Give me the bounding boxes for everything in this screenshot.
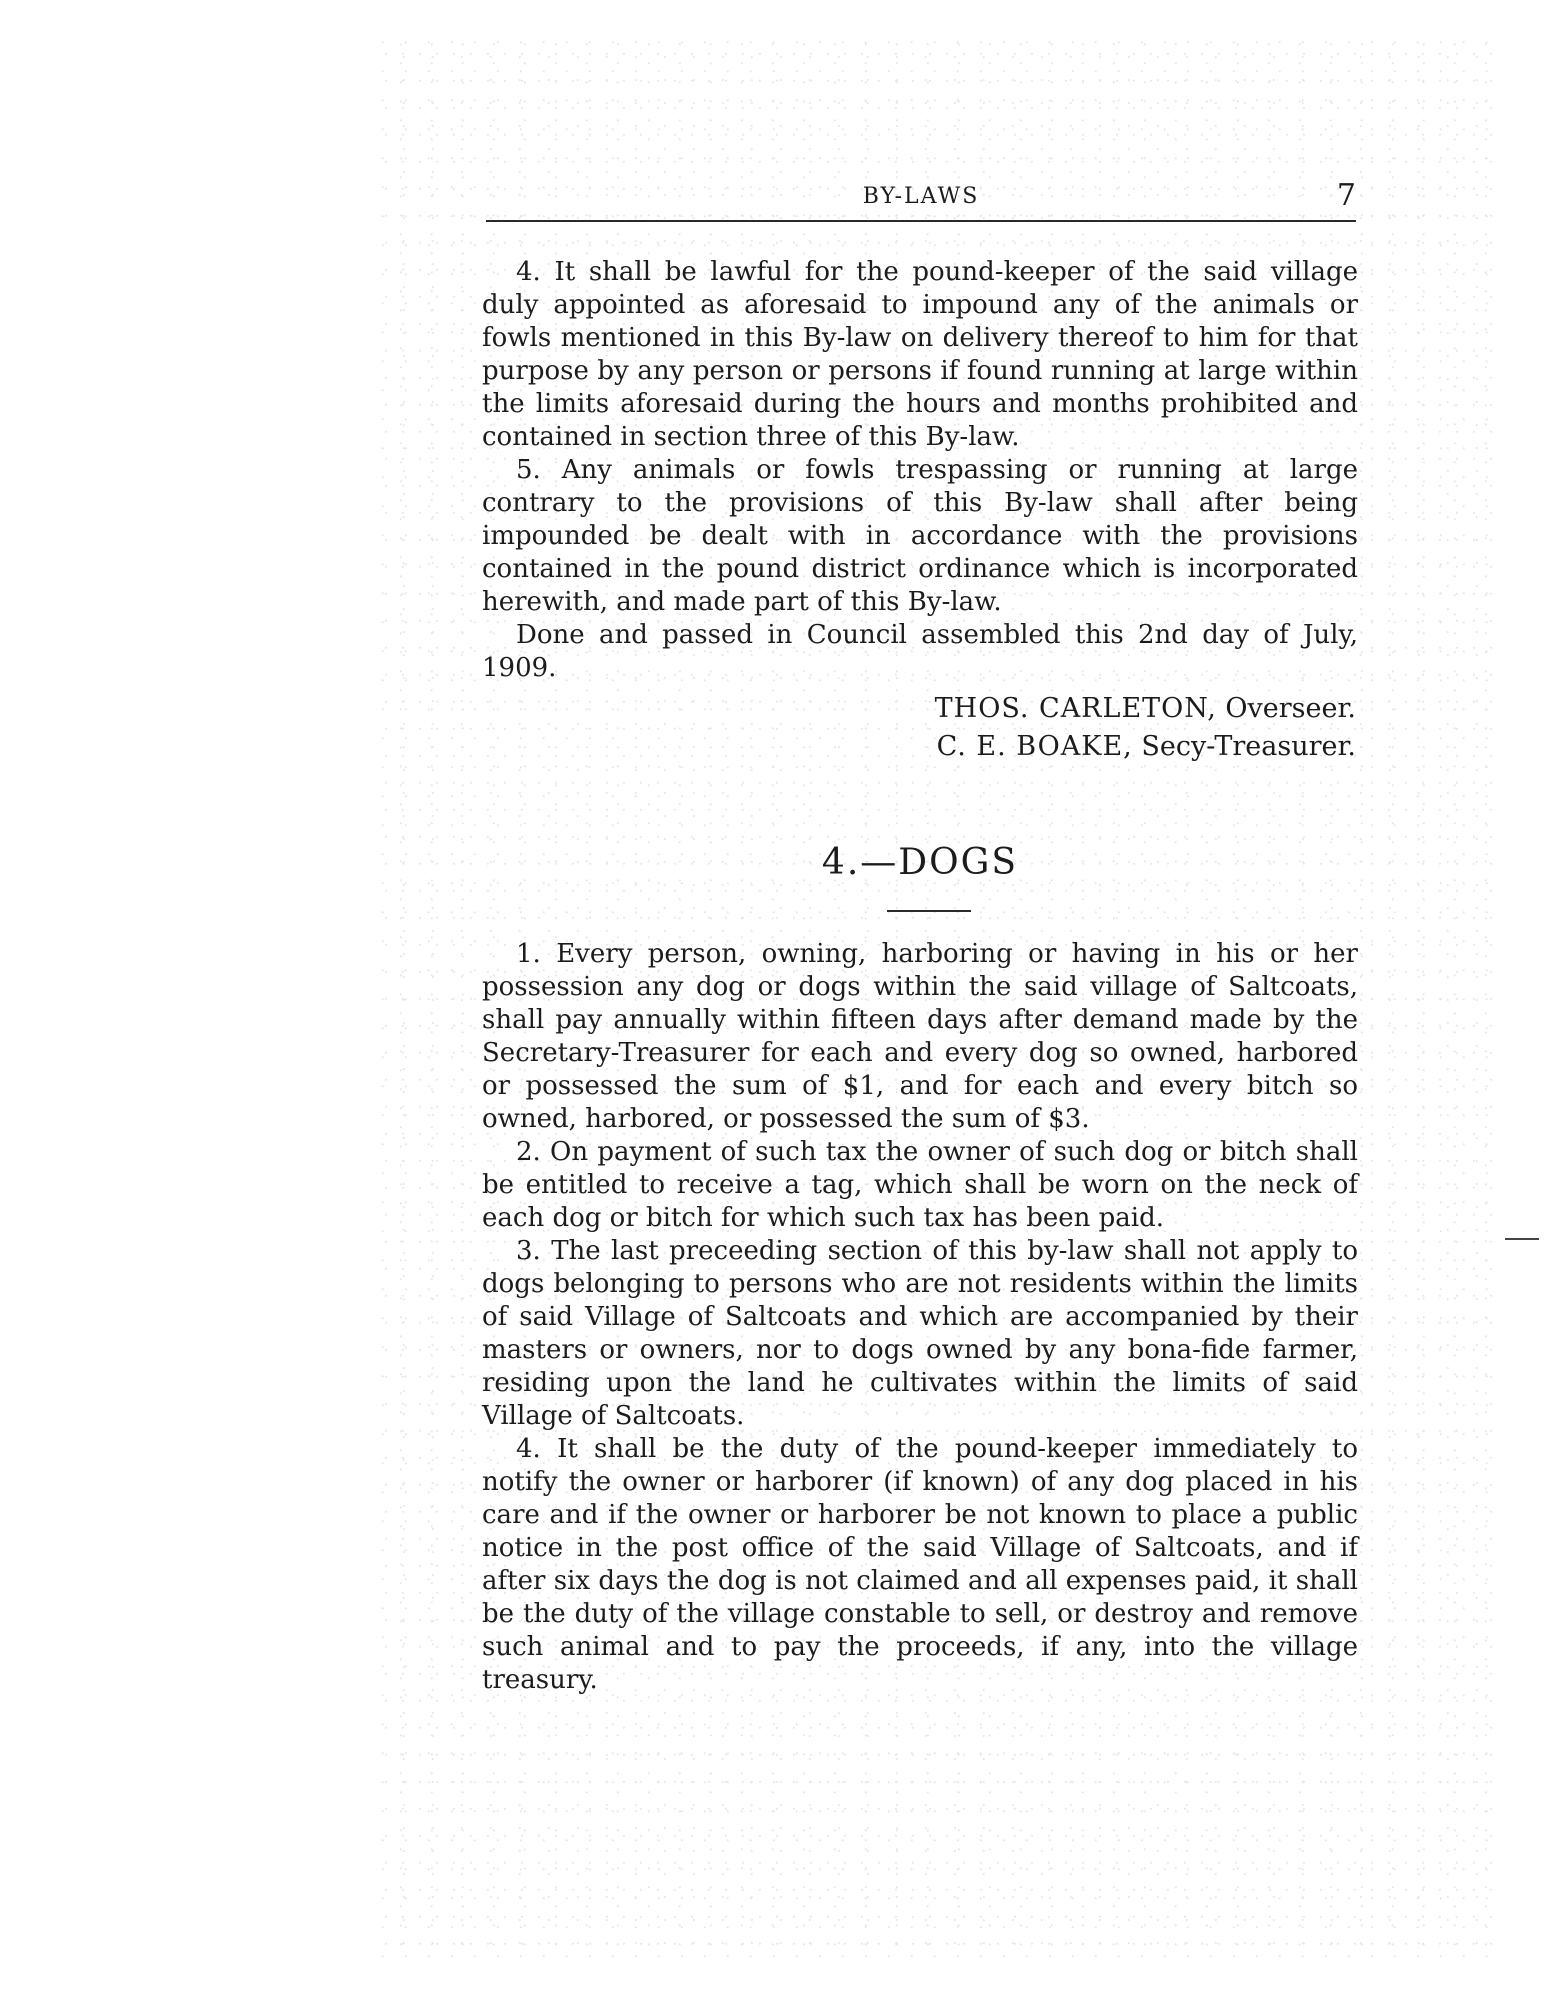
- page-number: 7: [1336, 178, 1356, 213]
- signatory-name: C. E. BOAKE,: [936, 731, 1133, 762]
- signature-overseer: [482, 690, 1358, 728]
- header-rule: [486, 220, 1356, 222]
- signatory-title: Overseer.: [1225, 693, 1356, 724]
- dogs-section-3-paragraph: 3. The last preceeding section of this by-law shall not apply to dogs belonging to persons who are not residents within the limits of said Village of Saltcoats and which are accompanied by their masters or owners, nor to dogs owned by any bona-fide farmer, residing upon the land he cultivates within the limits of said Village of Saltcoats.: [482, 1236, 1358, 1431]
- dogs-section-4-paragraph: 4. It shall be the duty of the pound-keeper immediately to notify the owner or harborer (if known) of any dog placed in his care and if the owner or harborer be not known to place a public notice in the post office of the said Village of Saltcoats, and if after six days the dog is not claimed and all expenses paid, it shall be the duty of the village constable to sell, or destroy and remove such animal and to pay the proceeds, if any, into the village treasury.: [482, 1434, 1358, 1695]
- running-head: BY-LAWS: [862, 184, 980, 209]
- section-heading-dogs: 4.—DOGS: [821, 842, 1019, 883]
- enactment-paragraph: Done and passed in Council assembled this 2nd day of July, 1909.: [482, 620, 1358, 683]
- section-4-paragraph: 4. It shall be lawful for the pound-keeper of the said village duly appointed as aforesaid to impound any of the animals or fowls mentioned in this By-law on delivery thereof to him for that purpose by any person or persons if found running at large within the limits aforesaid during the hours and months prohibited and contained in section three of this By-law.: [482, 257, 1358, 452]
- pound-bylaw-text: [482, 256, 1358, 685]
- dogs-bylaw-text: [482, 938, 1358, 1697]
- signature-treasurer: [482, 728, 1358, 766]
- page-header: [486, 176, 1356, 216]
- section-5-paragraph: 5. Any animals or fowls trespassing or running at large contrary to the provisions of this By-law shall after being impounded be dealt with in accordance with the provisions contained in the pound district ordinance which is incorporated herewith, and made part of this By-law.: [482, 455, 1358, 617]
- margin-mark: [1505, 1238, 1539, 1240]
- dogs-section-1-paragraph: 1. Every person, owning, harboring or having in his or her possession any dog or dogs within the said village of Saltcoats, shall pay annually within fifteen days after demand made by the Secretary-Treasurer for each and every dog so owned, harbored or possessed the sum of $1, and for each and every bitch so owned, harbored, or possessed the sum of $3.: [482, 939, 1358, 1134]
- signatory-title: Secy-Treasurer.: [1141, 731, 1356, 762]
- dogs-section-2-paragraph: 2. On payment of such tax the owner of such dog or bitch shall be entitled to receive a tag, which shall be worn on the neck of each dog or bitch for which such tax has been paid.: [482, 1137, 1358, 1233]
- signatory-name: THOS. CARLETON,: [934, 693, 1217, 724]
- section-rule: [887, 910, 971, 912]
- signature-block: [482, 690, 1358, 766]
